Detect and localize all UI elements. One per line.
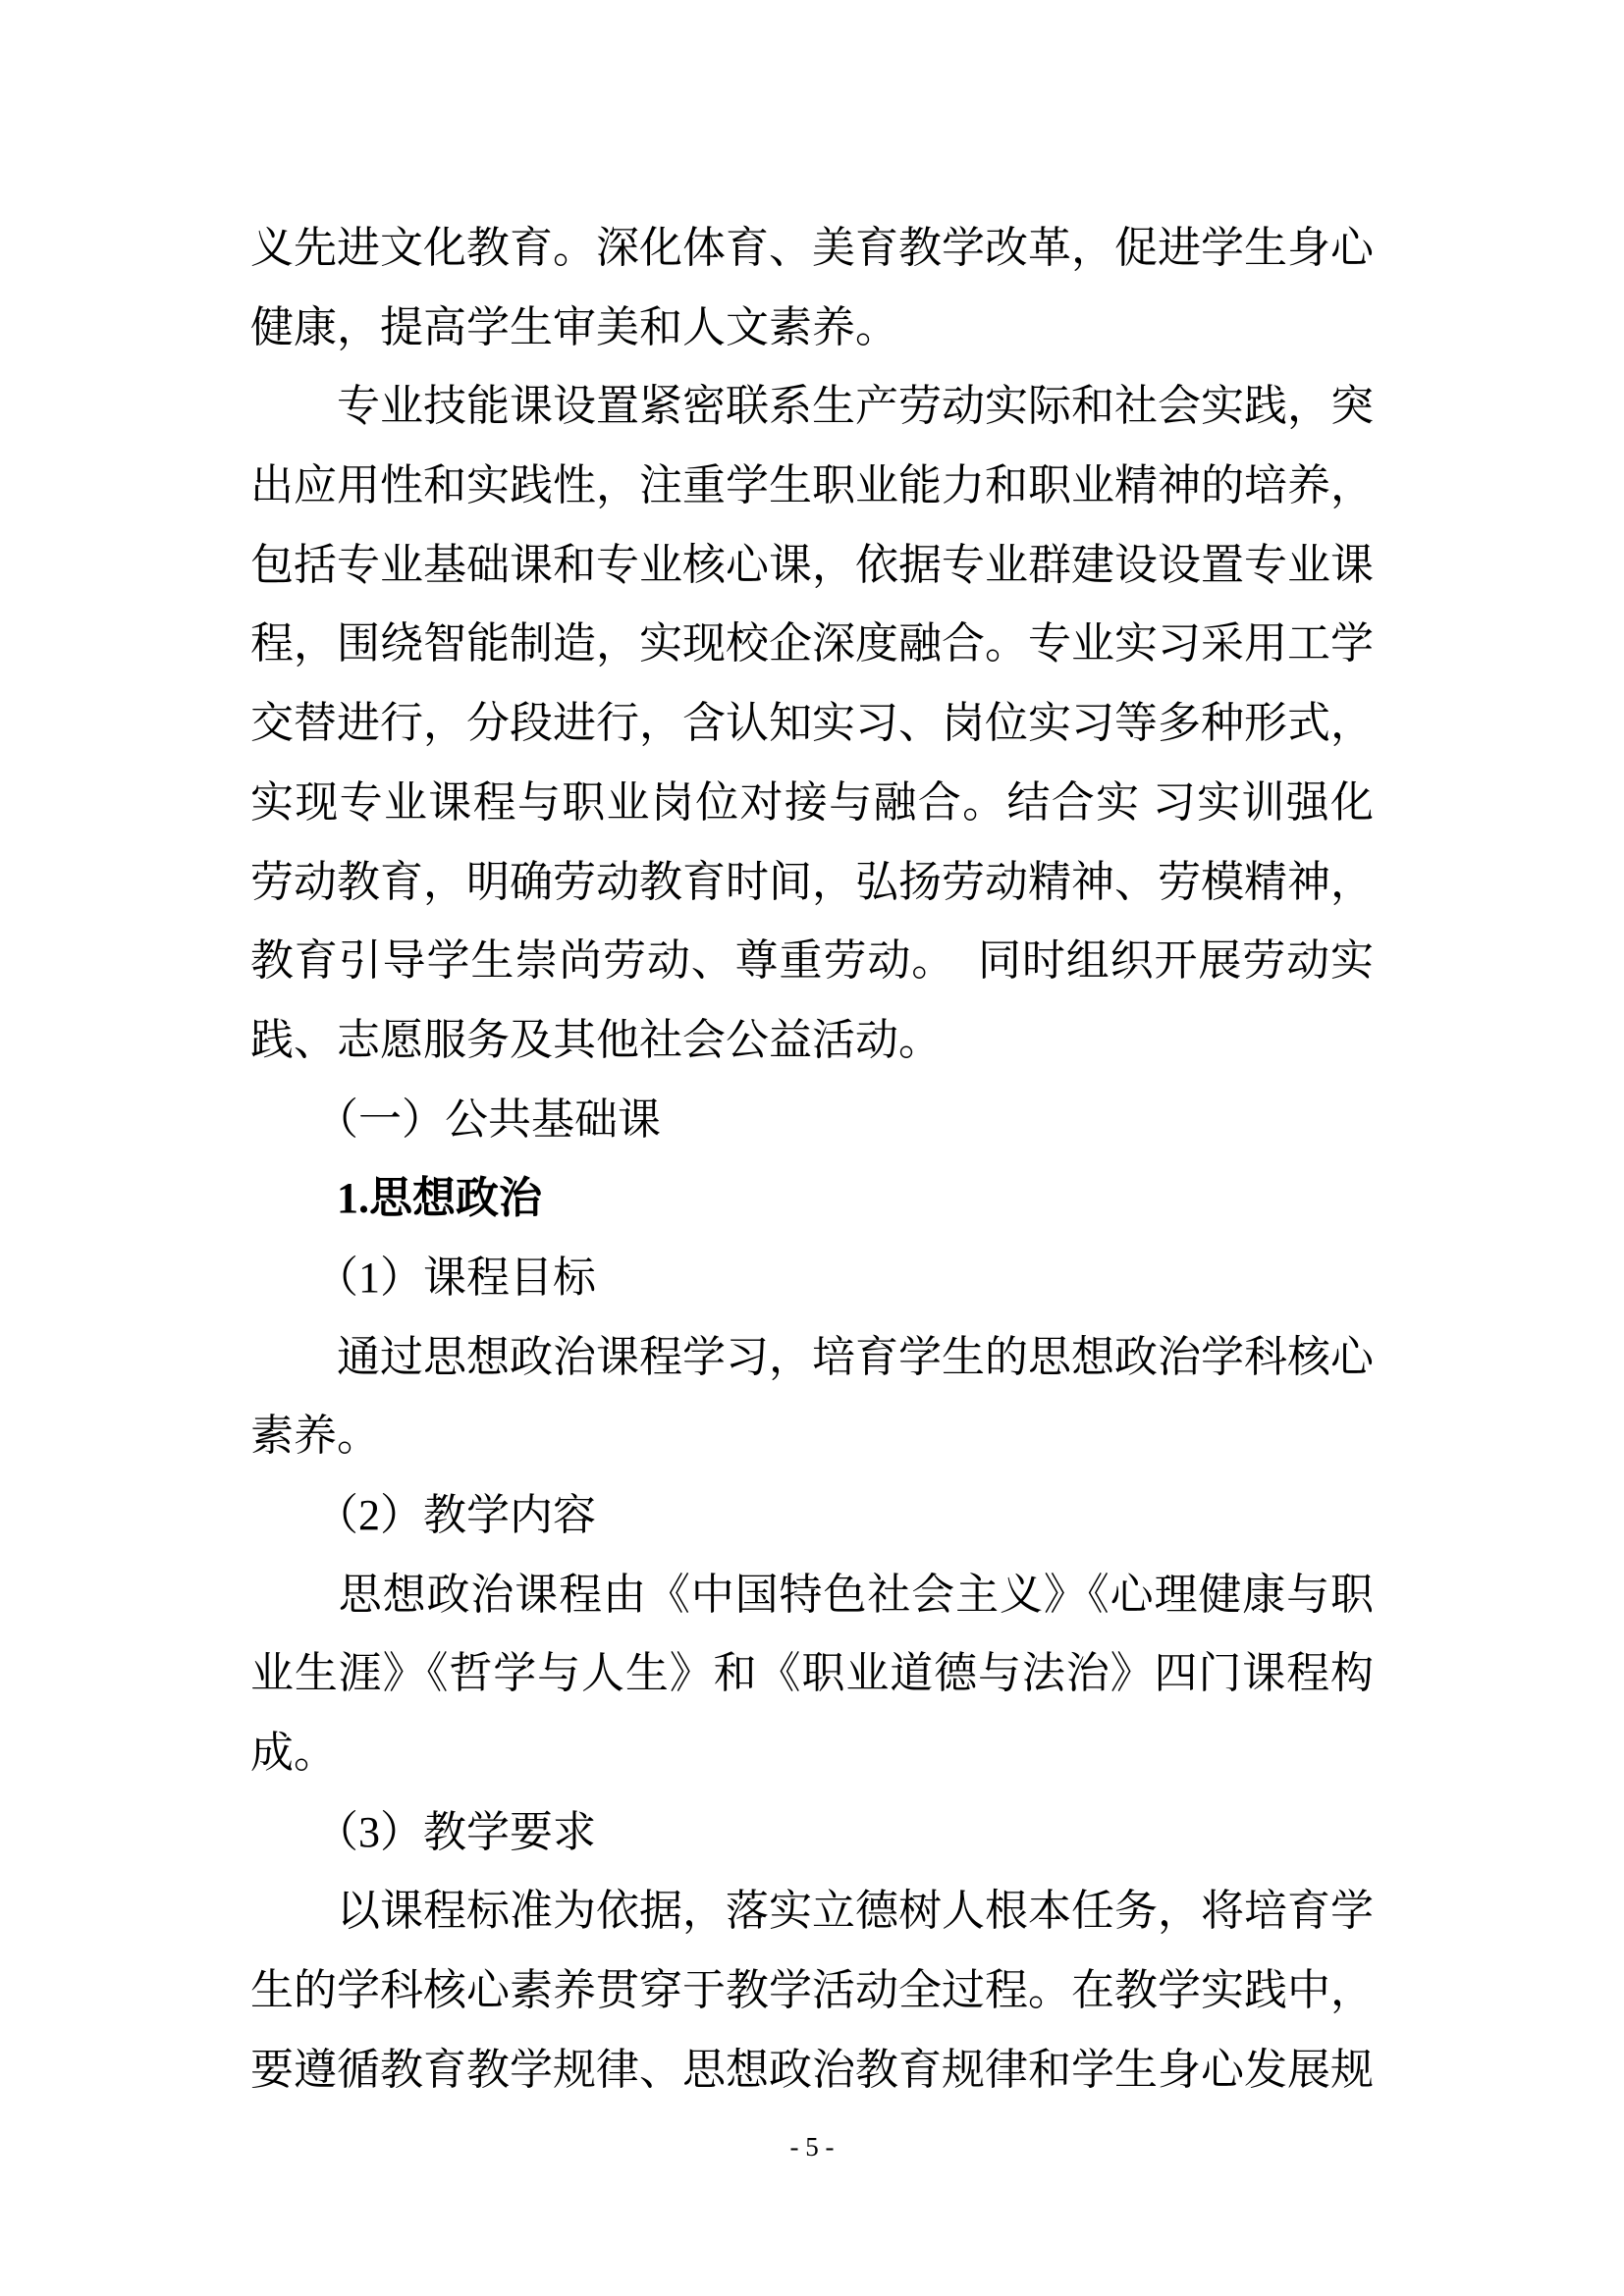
body-line: 成。 [250, 1729, 337, 1778]
body-line: 交替进行，分段进行，含认知实习、岗位实习等多种形式， [250, 699, 1374, 748]
body-line: 包括专业基础课和专业核心课，依据专业群建设设置专业课 [250, 540, 1374, 589]
heading-public-basic-courses: （一）公共基础课 [250, 1095, 661, 1144]
body-line: 程，围绕智能制造，实现校企深度融合。专业实习采用工学 [250, 619, 1374, 668]
body-line: 思想政治课程由《中国特色社会主义》《心理健康与职 [250, 1570, 1374, 1619]
body-line: 专业技能课设置紧密联系生产劳动实际和社会实践，突 [250, 382, 1374, 431]
body-line: 践、志愿服务及其他社会公益活动。 [250, 1015, 942, 1064]
body-line: 义先进文化教育。深化体育、美育教学改革，促进学生身心 [250, 224, 1374, 272]
body-line: 素养。 [250, 1412, 380, 1461]
heading-ideological-and-political: 1.思想政治 [250, 1174, 542, 1223]
body-line: 劳动教育，明确劳动教育时间，弘扬劳动精神、劳模精神， [250, 857, 1374, 906]
body-line: 要遵循教育教学规律、思想政治教育规律和学生身心发展规 [250, 2045, 1374, 2094]
body-line: 以课程标准为依据，落实立德树人根本任务，将培育学 [250, 1887, 1374, 1936]
heading-teaching-requirements: （3）教学要求 [250, 1807, 596, 1856]
body-line: 生的学科核心素养贯穿于教学活动全过程。在教学实践中， [250, 1966, 1374, 2015]
heading-teaching-content: （2）教学内容 [250, 1491, 596, 1539]
document-text-block [250, 209, 1374, 2110]
body-line: 出应用性和实践性，注重学生职业能力和职业精神的培养， [250, 461, 1374, 510]
body-line: 通过思想政治课程学习，培育学生的思想政治学科核心 [250, 1332, 1374, 1381]
body-line: 健康，提高学生审美和人文素养。 [250, 302, 898, 351]
body-line: 实现专业课程与职业岗位对接与融合。结合实 习实训强化 [250, 777, 1374, 827]
body-line: 教育引导学生崇尚劳动、尊重劳动。 同时组织开展劳动实 [250, 936, 1374, 986]
page-number: - 5 - [789, 2132, 835, 2162]
body-line: 业生涯》《哲学与人生》和《职业道德与法治》四门课程构 [250, 1649, 1374, 1698]
heading-course-objectives: （1）课程目标 [250, 1253, 596, 1302]
